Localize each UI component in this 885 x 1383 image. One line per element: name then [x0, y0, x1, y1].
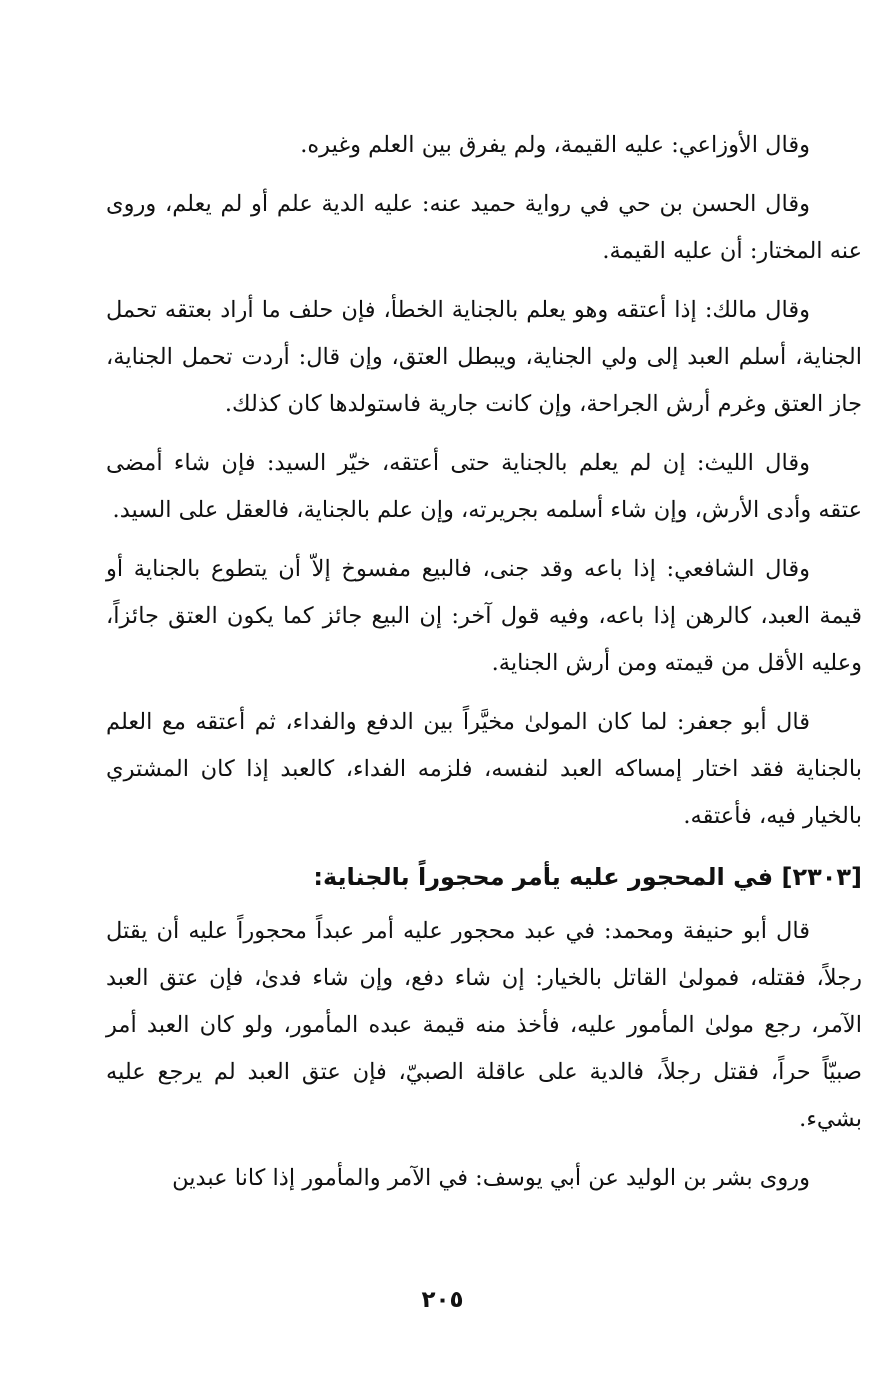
paragraph-malik: وقال مالك: إذا أعتقه وهو يعلم بالجناية الخطأ، فإن حلف ما أراد بعتقه تحمل الجناية، أسلم العبد إلى ولي الجناية، ويبطل العتق، وإن قال: أردت تحمل الجناية، جاز العتق وغرم أرش الجراحة، وإن كانت جارية فاستولدها كان كذلك.	[106, 297, 862, 417]
paragraph-hasan-ibn-hayy: وقال الحسن بن حي في رواية حميد عنه: عليه الدية علم أو لم يعلم، وروى عنه المختار: أن عليه القيمة.	[106, 191, 862, 264]
paragraph-bishr: وروى بشر بن الوليد عن أبي يوسف: في الآمر والمأمور إذا كانا عبدين	[172, 1165, 810, 1191]
paragraph-shafii: وقال الشافعي: إذا باعه وقد جنى، فالبيع مفسوخ إلاّ أن يتطوع بالجناية أو قيمة العبد، كالرهن إذا باعه، وفيه قول آخر: إن البيع جائز كما يكون العتق جائزاً، وعليه الأقل من قيمته ومن أرش الجناية.	[106, 556, 862, 676]
page-number: ٢٠٥	[421, 1287, 464, 1313]
paragraph-layth: وقال الليث: إن لم يعلم بالجناية حتى أعتقه، خيّر السيد: فإن شاء أمضى عتقه وأدى الأرش، وإن شاء أسلمه بجريرته، وإن علم بالجناية، فالعقل على السيد.	[106, 450, 862, 523]
paragraph-abu-hanifa: قال أبو حنيفة ومحمد: في عبد محجور عليه أمر عبداً محجوراً عليه أن يقتل رجلاً، فقتله، فمولىٰ القاتل بالخيار: إن شاء دفع، وإن شاء فدىٰ، فإن عتق العبد الآمر، رجع مولىٰ المأمور عليه، فأخذ منه قيمة عبده المأمور، ولو كان العبد أمر صبيّاً حراً، فقتل رجلاً، فالدية على عاقلة الصبيّ، فإن عتق العبد لم يرجع عليه بشيء.	[106, 918, 862, 1132]
page-body	[106, 122, 862, 1202]
section-heading: [٢٣٠٣] في المحجور عليه يأمر محجوراً بالجناية:	[313, 863, 862, 891]
paragraph-abu-jafar: قال أبو جعفر: لما كان المولىٰ مخيَّراً بين الدفع والفداء، ثم أعتقه مع العلم بالجناية فقد اختار إمساكه العبد لنفسه، فلزمه الفداء، كالعبد إذا كان المشتري بالخيار فيه، فأعتقه.	[106, 709, 862, 829]
paragraph-awzai: وقال الأوزاعي: عليه القيمة، ولم يفرق بين العلم وغيره.	[300, 132, 810, 158]
